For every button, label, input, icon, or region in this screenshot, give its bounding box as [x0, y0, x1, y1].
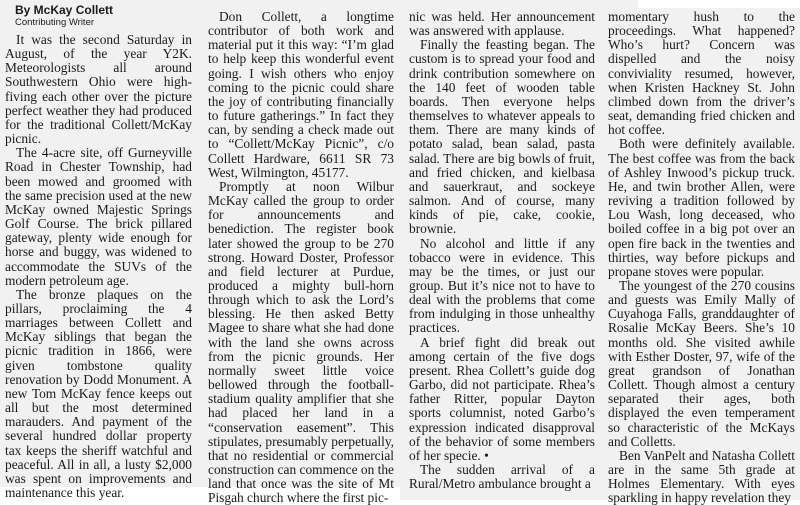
paragraph: Finally the feasting began. The custom is to spread your food and drink contribution somewhere on the 140 feet of wooden table boards. Then everyone helps themselves to whatever appeals to them. There are many kinds of potato salad, bean salad, pasta salad. There are big bowls of fruit, and fried chicken, and kielbasa and sauerkraut, and sockeye salmon. And of course, many kinds of pie, cake, cookie, brownie. — [409, 37, 595, 237]
paragraph: Don Collett, a longtime contributor of both work and material put it this way: “I’m glad to help keep this wonderful event going. I wish others who enjoy coming to the picnic could share the joy of contributing financially to future gatherings.” In fact they can, by sending a check made out to “Collett/McKay Picnic”, c/o Collett Hardware, 6611 SR 73 West, Wilmington, 45177. — [208, 9, 394, 180]
paragraph: The youngest of the 270 cousins and guests was Emily Mally of Cuyahoga Falls, granddaughter of Rosalie McKay Beers. She’s 10 months old. She visited awhile with Esther Doster, 97, wife of the great grandson of Jonathan Collett. Though almost a century separated their ages, both displayed the even temperament so characteristic of the McKays and Colletts. — [608, 277, 795, 449]
paragraph: The bronze plaques on the pillars, proclaiming the 4 marriages between Collett and McKay siblings that began the picnic tradition in 1866, were given tombstone quality renovation by Dodd Monument. A new Tom McKay fence keeps out all but the most determined marauders. And payment of the several hundred dollar property tax keeps the sheriff watchful and peaceful. All in all, a lusty $2,000 was spent on improvements and maintenance this year. — [5, 286, 192, 500]
paragraph: Ben VanPelt and Natasha Collett are in the same 5th grade at Holmes Elementary. With eyes sparkling in happy revelation they — [608, 447, 795, 505]
article-column-2 — [208, 10, 394, 505]
article-column-3 — [409, 10, 595, 491]
article-column-4 — [608, 10, 795, 505]
page-margin — [638, 0, 800, 8]
byline-credit: Contributing Writer — [15, 17, 95, 28]
paragraph: Both were definitely available. The best coffee was from the back of Ashley Inwood’s pickup truck. He, and twin brother Allen, were reviving a tradition followed by Lou Wash, long deceased, who boiled coffee in a big pot over an open fire back in the twenties and thirties, way before pickups and propane stoves were popular. — [608, 136, 795, 279]
paragraph: The 4-acre site, off Gurneyville Road in Chester Township, had been mowed and groomed with the same precision used at the new McKay owned Majestic Springs Golf Course. The brick pillared gateway, plenty wide enough for horse and buggy, was widened to accommodate the SUVs of the modern petroleum age. — [5, 145, 192, 288]
article-column-1 — [5, 3, 192, 500]
paragraph: A brief fight did break out among certain of the five dogs present. Rhea Collett’s guide dog Garbo, did not participate. Rhea’s father Ritter, popular Dayton sports columnist, noted Garbo’s expression indicated disapproval of the behavior of some members of her specie. • — [409, 334, 595, 463]
paragraph: It was the second Saturday in August, of the year Y2K. Meteorologists all around Southwestern Ohio were high-fiving each other over the picture perfect weather they had produced for the traditional Collett/McKay picnic. — [5, 32, 192, 147]
paragraph: No alcohol and little if any tobacco were in evidence. This may be the times, or just our group. But it’s nice not to have to deal with the problems that come from indulging in those unhealthy practices. — [409, 235, 595, 336]
paragraph: nic was held. Her announcement was answered with applause. — [409, 9, 595, 39]
paragraph: Promptly at noon Wilbur McKay called the group to order for announcements and benediction. The register book later showed the group to be 270 strong. Howard Doster, Professor and field lecturer at Purdue, produced a mighty bull-horn through which to ask the Lord’s blessing. He then asked Betty Magee to share what she had done with the land she owns across from the picnic grounds. Her normally sweet little voice bellowed through the football-stadium quality amplifier that she had placed her land in a “conservation easement”. This stipulates, presumably perpetually, that no residential or commercial construction can commence on the land that once was the site of Mt Pisgah church where the first pic- — [208, 178, 394, 505]
byline: By McKay Collett — [15, 3, 114, 17]
paragraph: The sudden arrival of a Rural/Metro ambulance brought a — [409, 462, 595, 492]
paragraph: momentary hush to the proceedings. What happened? Who’s hurt? Concern was dispelled and the noisy conviviality resumed, however, when Kristen Hackney St. John climbed down from the driver’s seat, demanding fried chicken and hot coffee. — [608, 9, 795, 138]
